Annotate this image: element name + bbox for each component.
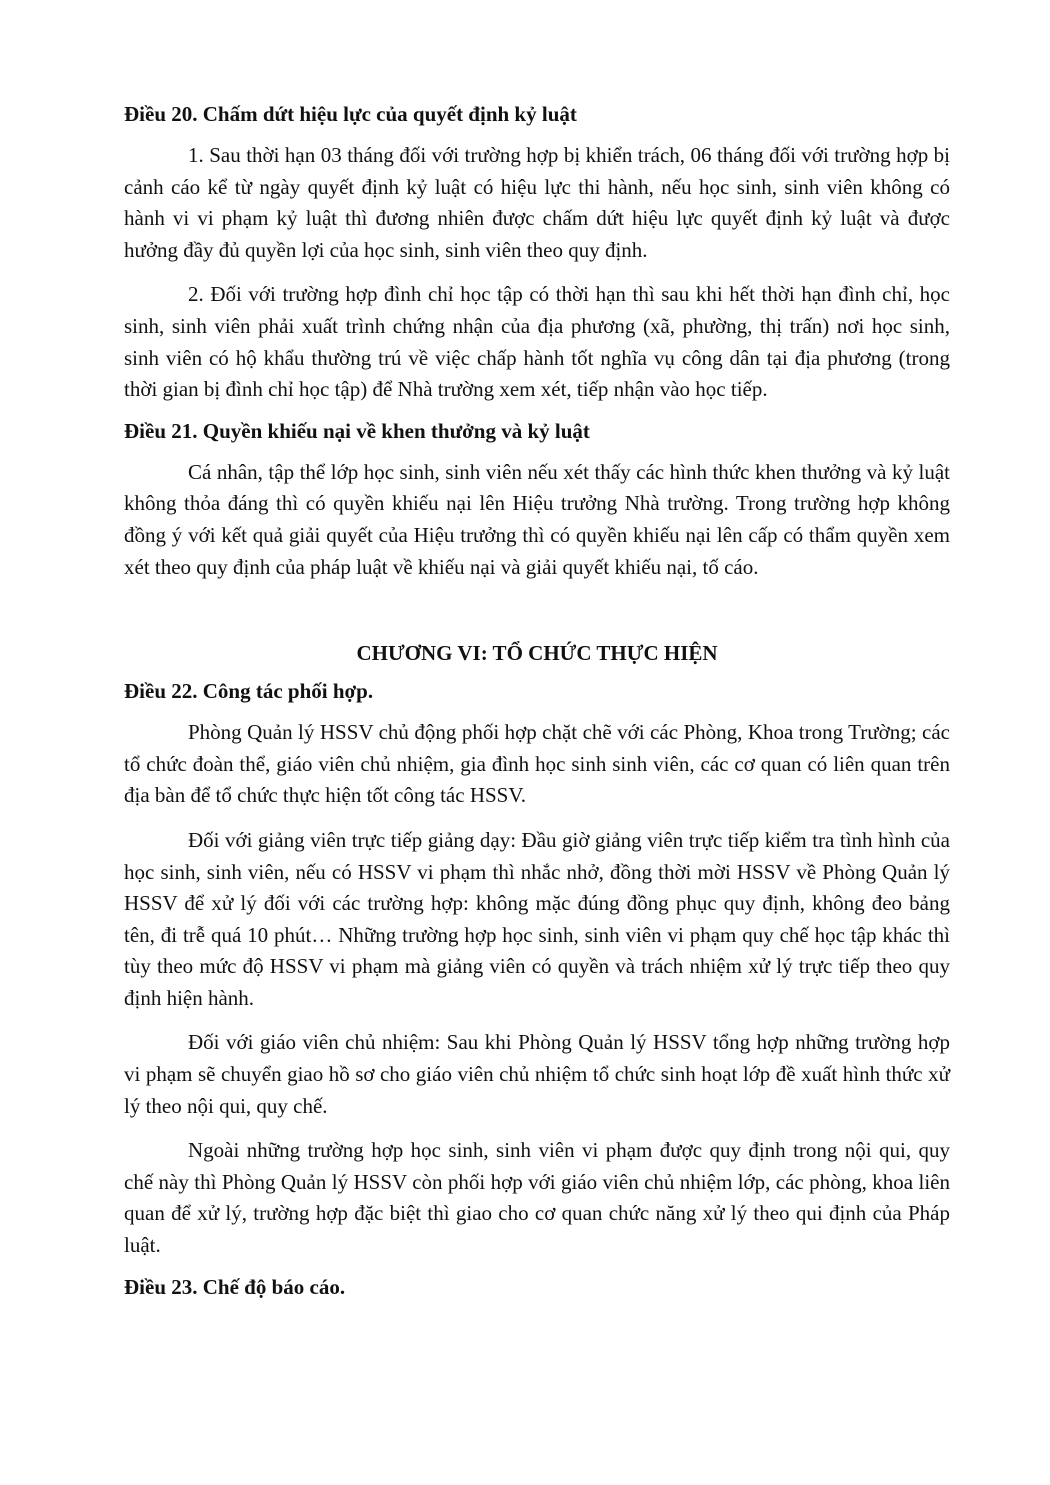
article-22-paragraph-3: Đối với giáo viên chủ nhiệm: Sau khi Phòng Quản lý HSSV tổng hợp những trường hợp vi phạm sẽ chuyển giao hồ sơ cho giáo viên chủ nhiệm tổ chức sinh hoạt lớp đề xuất hình thức xử lý theo nội qui, quy chế. — [124, 1030, 950, 1118]
article-20-heading: Điều 20. Chấm dứt hiệu lực của quyết định kỷ luật — [124, 102, 577, 126]
article-21-paragraph: Cá nhân, tập thể lớp học sinh, sinh viên nếu xét thấy các hình thức khen thưởng và kỷ luật không thỏa đáng thì có quyền khiếu nại lên Hiệu trưởng Nhà trường. Trong trường hợp không đồng ý với kết quả giải quyết của Hiệu trưởng thì có quyền khiếu nại lên cấp có thẩm quyền xem xét theo quy định của pháp luật về khiếu nại và giải quyết khiếu nại, tố cáo. — [124, 459, 950, 579]
article-20-clause-2: 2. Đối với trường hợp đình chỉ học tập có thời hạn thì sau khi hết thời hạn đình chỉ, học sinh, sinh viên phải xuất trình chứng nhận của địa phương (xã, phường, thị trấn) nơi học sinh, sinh viên có hộ khẩu thường trú về việc chấp hành tốt nghĩa vụ công dân tại địa phương (trong thời gian bị đình chỉ học tập) để Nhà trường xem xét, tiếp nhận vào học tiếp. — [124, 282, 950, 402]
article-22-paragraph-2: Đối với giảng viên trực tiếp giảng dạy: Đầu giờ giảng viên trực tiếp kiểm tra tình hình của học sinh, sinh viên, nếu có HSSV vi phạm thì nhắc nhở, đồng thời mời HSSV về Phòng Quản lý HSSV để xử lý đối với các trường hợp: không mặc đúng đồng phục quy định, không đeo bảng tên, đi trễ quá 10 phút… Những trường hợp học sinh, sinh viên vi phạm quy chế học tập khác thì tùy theo mức độ HSSV vi phạm mà giảng viên có quyền và trách nhiệm xử lý trực tiếp theo quy định hiện hành. — [124, 827, 950, 1010]
article-20-clause-1: 1. Sau thời hạn 03 tháng đối với trường hợp bị khiển trách, 06 tháng đối với trường hợp bị cảnh cáo kể từ ngày quyết định kỷ luật có hiệu lực thi hành, nếu học sinh, sinh viên không có hành vi vi phạm kỷ luật thì đương nhiên được chấm dứt hiệu lực quyết định kỷ luật và được hưởng đầy đủ quyền lợi của học sinh, sinh viên theo quy định. — [124, 143, 950, 262]
article-22-paragraph-1: Phòng Quản lý HSSV chủ động phối hợp chặt chẽ với các Phòng, Khoa trong Trường; các tổ chức đoàn thể, giáo viên chủ nhiệm, gia đình học sinh sinh viên, các cơ quan có liên quan trên địa bàn để tổ chức thực hiện tốt công tác HSSV. — [124, 720, 950, 808]
chapter-6-title: CHƯƠNG VI: TỔ CHỨC THỰC HIỆN — [356, 641, 718, 666]
article-22-paragraph-4: Ngoài những trường hợp học sinh, sinh viên vi phạm được quy định trong nội qui, quy chế này thì Phòng Quản lý HSSV còn phối hợp với giáo viên chủ nhiệm lớp, các phòng, khoa liên quan để xử lý, trường hợp đặc biệt thì giao cho cơ quan chức năng xử lý theo qui định của Pháp luật. — [124, 1138, 950, 1258]
article-22-heading: Điều 22. Công tác phối hợp. — [124, 679, 374, 704]
article-21-heading: Điều 21. Quyền khiếu nại về khen thưởng và kỷ luật — [124, 418, 590, 443]
article-23-heading: Điều 23. Chế độ báo cáo. — [124, 1274, 346, 1299]
